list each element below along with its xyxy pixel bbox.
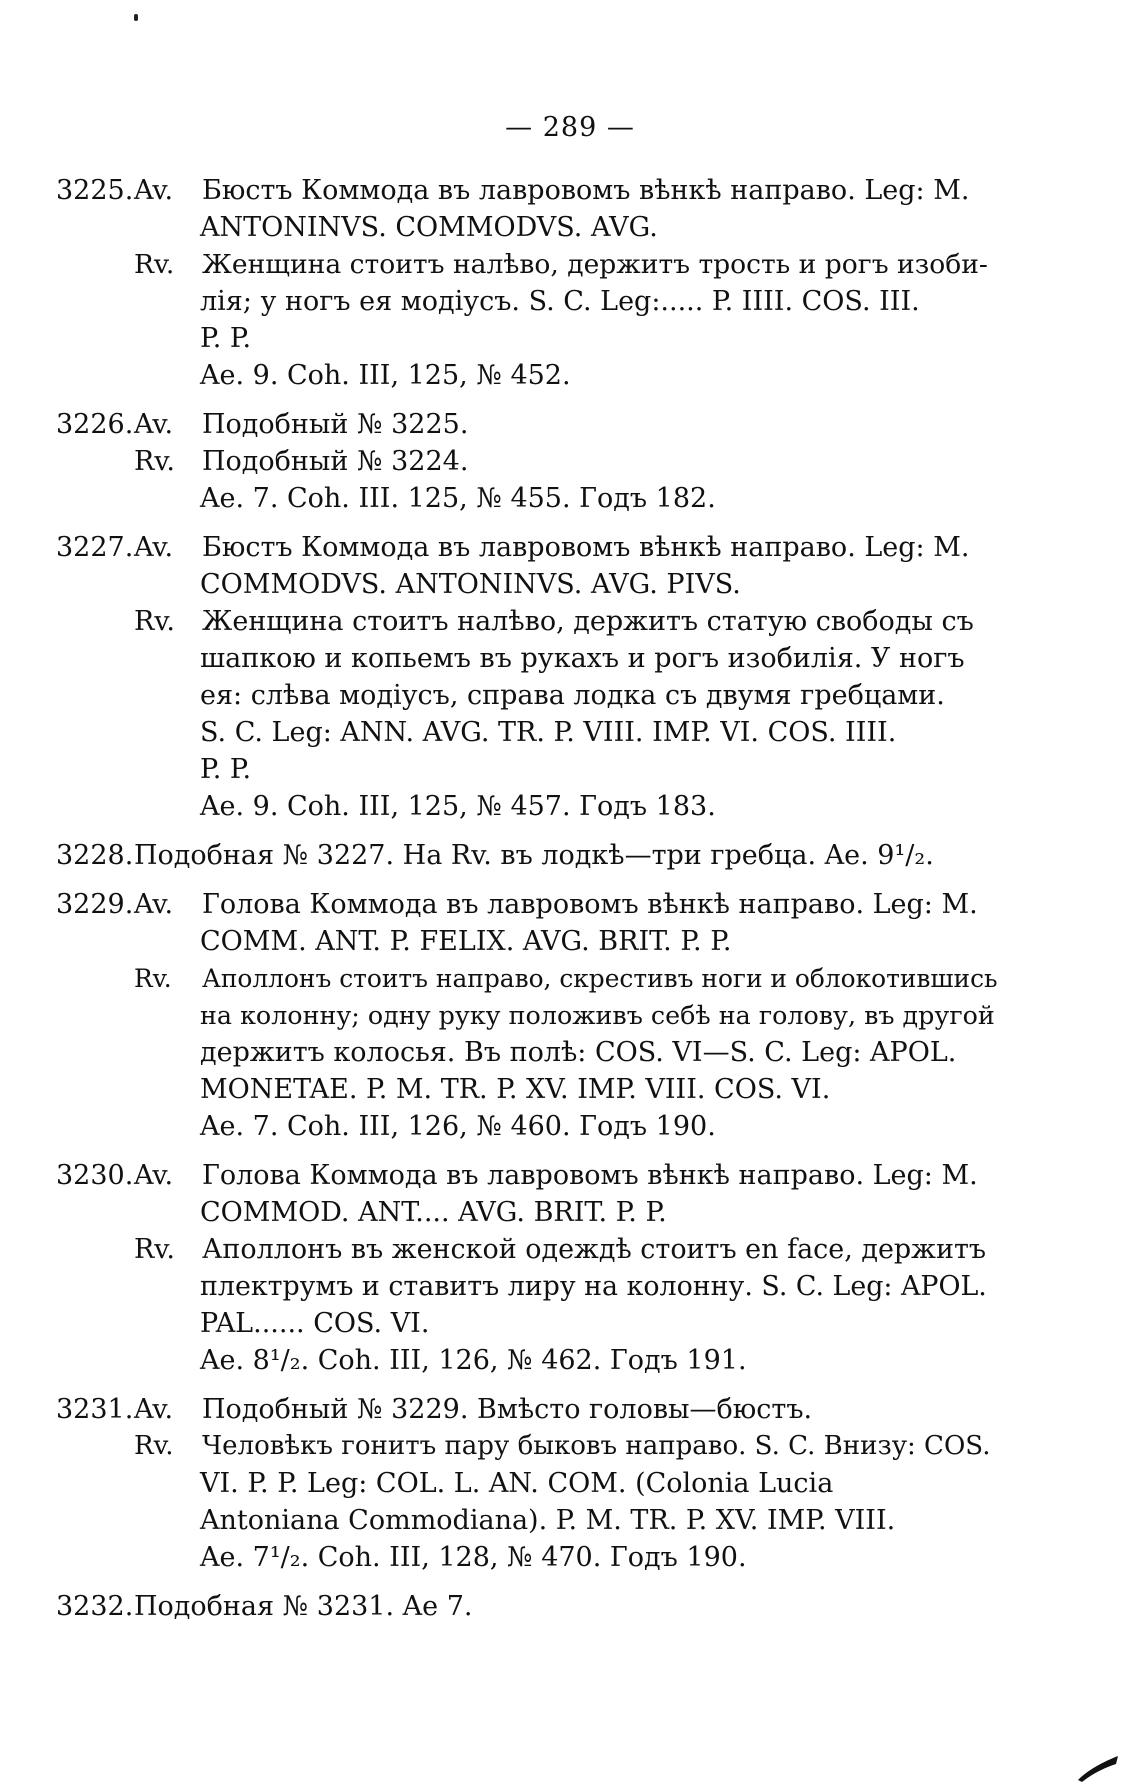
entry-number: 3231.: [56, 1394, 134, 1425]
entry-line: [56, 1428, 991, 1465]
entry-line: [56, 1034, 986, 1071]
entry-line: [56, 1108, 986, 1145]
line-text: Ae. 8¹/₂. Coh. III, 126, № 462. Годъ 191.: [200, 1345, 747, 1376]
entry-line: [56, 480, 986, 517]
line-text: Человѣкъ гонитъ пару быковъ направо. S. C. Внизу: COS.: [202, 1431, 991, 1461]
line-text: Бюстъ Коммода въ лавровомъ вѣнкѣ направо. Leg: M.: [202, 532, 970, 563]
line-text: Женщина стоитъ налѣво, держитъ статую свободы съ: [202, 606, 974, 637]
side-label: Rv.: [134, 964, 172, 993]
side-label: Av.: [134, 1394, 174, 1425]
page-number: — 289 —: [505, 112, 635, 143]
entry-line: [56, 1502, 986, 1539]
entry-line: [56, 320, 986, 357]
entry-line: [56, 209, 986, 246]
line-text: Аполлонъ стоитъ направо, скрестивъ ноги и облокотившись: [202, 964, 998, 993]
line-text: ANTONINVS. COMMODVS. AVG.: [200, 212, 658, 243]
entry-number: 3225.: [56, 175, 134, 206]
line-text: Подобная № 3227. На Rv. въ лодкѣ—три гребца. Ae. 9¹/₂.: [134, 840, 934, 871]
line-text: MONETAE. P. M. TR. P. XV. IMP. VIII. COS. VI.: [200, 1074, 831, 1105]
entry-line: [56, 1588, 986, 1625]
entry-line: [56, 886, 986, 923]
line-text: ея: слѣва модіусъ, справа лодка съ двумя гребцами.: [200, 680, 945, 711]
side-label: Av.: [134, 1160, 174, 1191]
entry-line: [56, 1342, 986, 1379]
entry-line: [56, 788, 986, 825]
side-label: Rv.: [134, 446, 175, 477]
entry-line: [56, 172, 986, 209]
line-text: Подобная № 3231. Ae 7.: [134, 1591, 473, 1622]
catalog-entry: [56, 172, 986, 394]
line-text: Подобный № 3225.: [202, 409, 469, 440]
entry-line: [56, 443, 986, 480]
entry-number: 3232.: [56, 1591, 134, 1622]
entry-number: 3226.: [56, 409, 134, 440]
side-label: Av.: [134, 409, 174, 440]
entry-line: [56, 1157, 986, 1194]
entry-line: [56, 566, 986, 603]
entry-number: 3228.: [56, 840, 134, 871]
entry-number: 3230.: [56, 1160, 134, 1191]
entry-line: [56, 1071, 986, 1108]
line-text: Antoniana Commodiana). P. M. TR. P. XV. IMP. VIII.: [200, 1505, 896, 1536]
catalog-entry: [56, 886, 998, 1145]
side-label: Rv.: [134, 1431, 174, 1461]
line-text: Ae. 7. Coh. III. 125, № 455. Годъ 182.: [200, 483, 716, 514]
entry-line: [56, 1539, 986, 1576]
side-label: Av.: [134, 889, 174, 920]
side-label: Rv.: [134, 606, 175, 637]
line-text: на колонну; одну руку положивъ себѣ на голову, въ другой: [200, 1000, 995, 1030]
catalog-entry: [56, 1588, 986, 1625]
line-text: держитъ колосья. Въ полѣ: COS. VI—S. C. Leg: APOL.: [200, 1037, 957, 1068]
entry-line: [56, 677, 986, 714]
entry-number: 3229.: [56, 889, 134, 920]
entry-line: [56, 1465, 986, 1502]
side-label: Rv.: [134, 249, 175, 280]
entry-line: [56, 1305, 986, 1342]
line-text: Подобный № 3229. Вмѣсто головы—бюстъ.: [202, 1394, 813, 1425]
line-text: Голова Коммода въ лавровомъ вѣнкѣ направо. Leg: M.: [202, 1160, 978, 1191]
line-text: Женщина стоитъ налѣво, держитъ трость и рогъ изоби-: [202, 249, 988, 280]
entry-line: [56, 751, 986, 788]
line-text: COMM. ANT. P. FELIX. AVG. BRIT. P. P.: [200, 926, 732, 957]
entry-line: [56, 246, 986, 283]
line-text: P. P.: [200, 323, 252, 354]
ink-speck: [134, 14, 138, 21]
entry-line: [56, 1268, 986, 1305]
line-text: S. C. Leg: ANN. AVG. TR. P. VIII. IMP. VI. COS. IIII.: [200, 717, 897, 748]
entry-line: [56, 529, 986, 566]
line-text: Бюстъ Коммода въ лавровомъ вѣнкѣ направо. Leg: M.: [202, 175, 970, 206]
line-text: Аполлонъ въ женской одеждѣ стоитъ en face, держитъ: [202, 1234, 987, 1265]
line-text: Ae. 7. Coh. III, 126, № 460. Годъ 190.: [200, 1111, 716, 1142]
line-text: VI. P. P. Leg: COL. L. AN. COM. (Colonia Lucia: [200, 1468, 834, 1499]
line-text: Ae. 9. Coh. III, 125, № 457. Годъ 183.: [200, 791, 716, 822]
catalog-entry: [56, 1391, 991, 1576]
line-text: Ae. 9. Coh. III, 125, № 452.: [200, 360, 571, 391]
line-text: Подобный № 3224.: [202, 446, 469, 477]
line-text: шапкою и копьемъ въ рукахъ и рогъ изобилія. У ногъ: [200, 643, 965, 674]
entry-line: [56, 837, 986, 874]
catalog-entry: [56, 406, 986, 517]
catalog-entries: [56, 172, 998, 1637]
entry-line: [56, 997, 995, 1034]
side-label: Av.: [134, 532, 174, 563]
entry-line: [56, 640, 986, 677]
side-label: Av.: [134, 175, 174, 206]
entry-line: [56, 714, 986, 751]
entry-line: [56, 1391, 986, 1428]
line-text: P. P.: [200, 754, 252, 785]
line-text: плектрумъ и ставитъ лиру на колонну. S. C. Leg: APOL.: [200, 1271, 987, 1302]
catalog-entry: [56, 1157, 986, 1379]
line-text: лія; у ногъ ея модіусъ. S. C. Leg:..... P. IIII. COS. III.: [200, 286, 920, 317]
entry-line: [56, 357, 986, 394]
corner-ink-mark: [1076, 1752, 1120, 1782]
entry-line: [56, 603, 986, 640]
catalog-entry: [56, 529, 986, 825]
line-text: PAL...... COS. VI.: [200, 1308, 430, 1339]
entry-line: [56, 283, 986, 320]
line-text: Ae. 7¹/₂. Coh. III, 128, № 470. Годъ 190.: [200, 1542, 747, 1573]
entry-line: [56, 1194, 986, 1231]
line-text: Голова Коммода въ лавровомъ вѣнкѣ направо. Leg: M.: [202, 889, 978, 920]
entry-line: [56, 923, 986, 960]
line-text: COMMOD. ANT.... AVG. BRIT. P. P.: [200, 1197, 667, 1228]
catalog-entry: [56, 837, 986, 874]
entry-number: 3227.: [56, 532, 134, 563]
side-label: Rv.: [134, 1234, 175, 1265]
entry-line: [56, 960, 998, 997]
entry-line: [56, 1231, 986, 1268]
line-text: COMMODVS. ANTONINVS. AVG. PIVS.: [200, 569, 741, 600]
entry-line: [56, 406, 986, 443]
